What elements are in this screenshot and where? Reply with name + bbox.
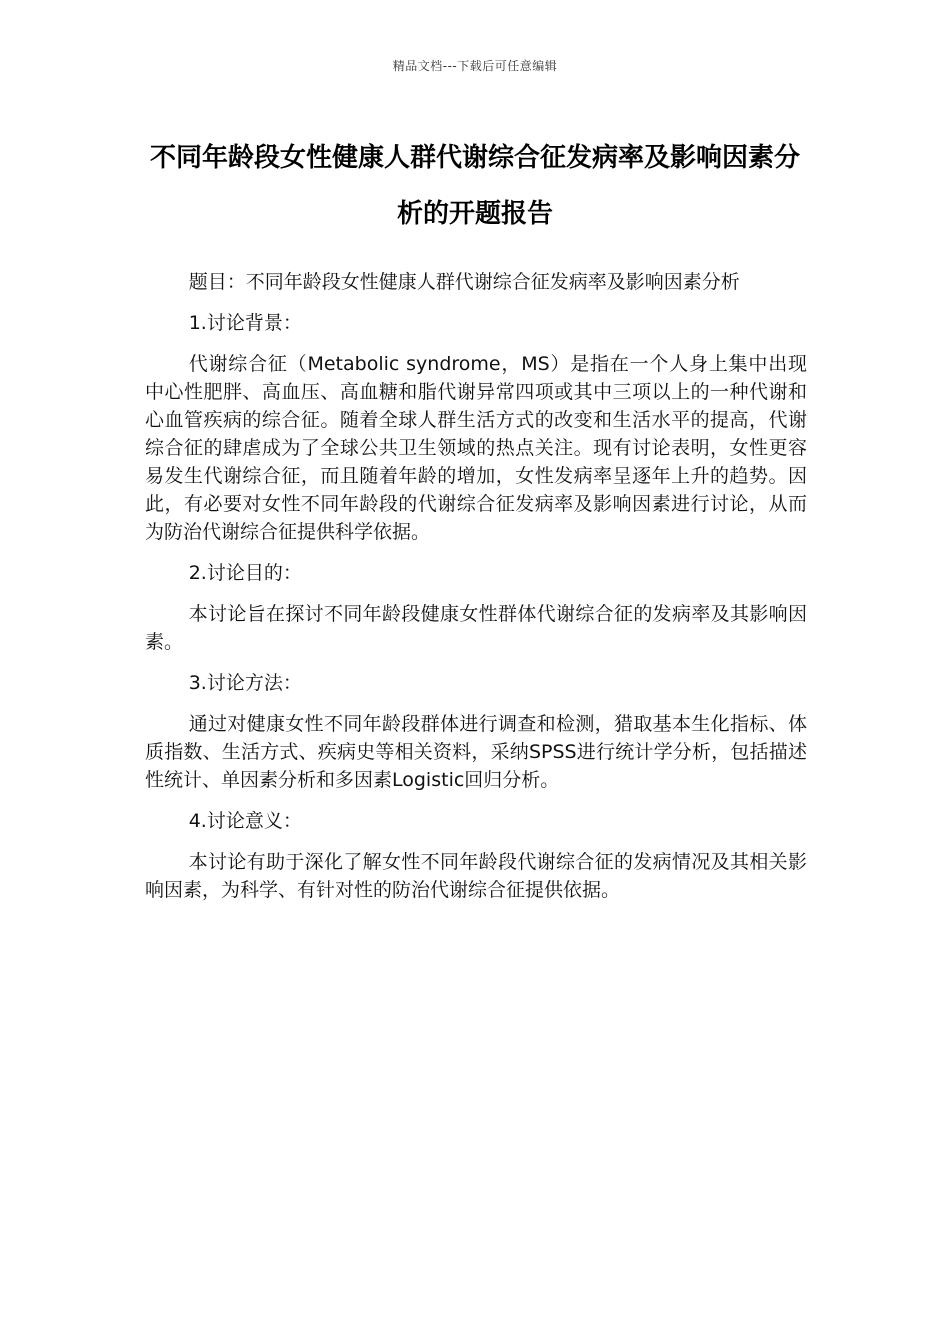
section-body-method: 通过对健康女性不同年龄段群体进行调查和检测，猎取基本生化指标、体质指数、生活方式、疾病史等相关资料，采纳SPSS进行统计学分析，包括描述性统计、单因素分析和多因素Logistic回归分析。 xyxy=(145,713,807,791)
section-heading-method: 3.讨论方法： xyxy=(188,672,302,694)
document-body xyxy=(145,268,807,917)
section-heading-purpose: 2.讨论目的： xyxy=(188,562,302,584)
subject-line: 题目：不同年龄段女性健康人群代谢综合征发病率及影响因素分析 xyxy=(188,271,740,293)
section-body-significance: 本讨论有助于深化了解女性不同年龄段代谢综合征的发病情况及其相关影响因素，为科学、有针对性的防治代谢综合征提供依据。 xyxy=(145,851,807,901)
section-body-purpose: 本讨论旨在探讨不同年龄段健康女性群体代谢综合征的发病率及其影响因素。 xyxy=(145,603,807,653)
header-note: 精品文档---下载后可任意编辑 xyxy=(392,59,558,73)
section-heading-background: 1.讨论背景： xyxy=(188,312,302,334)
document-title: 不同年龄段女性健康人群代谢综合征发病率及影响因素分析的开题报告 xyxy=(149,143,800,229)
section-body-background: 代谢综合征（Metabolic syndrome，MS）是指在一个人身上集中出现中心性肥胖、高血压、高血糖和脂代谢异常四项或其中三项以上的一种代谢和心血管疾病的综合征。随着全球人群生活方式的改变和生活水平的提高，代谢综合征的肆虐成为了全球公共卫生领域的热点关注。现有讨论表明，女性更容易发生代谢综合征，而且随着年龄的增加，女性发病率呈逐年上升的趋势。因此，有必要对女性不同年龄段的代谢综合征发病率及影响因素进行讨论，从而为防治代谢综合征提供科学依据。 xyxy=(145,353,807,543)
section-heading-significance: 4.讨论意义： xyxy=(188,810,302,832)
